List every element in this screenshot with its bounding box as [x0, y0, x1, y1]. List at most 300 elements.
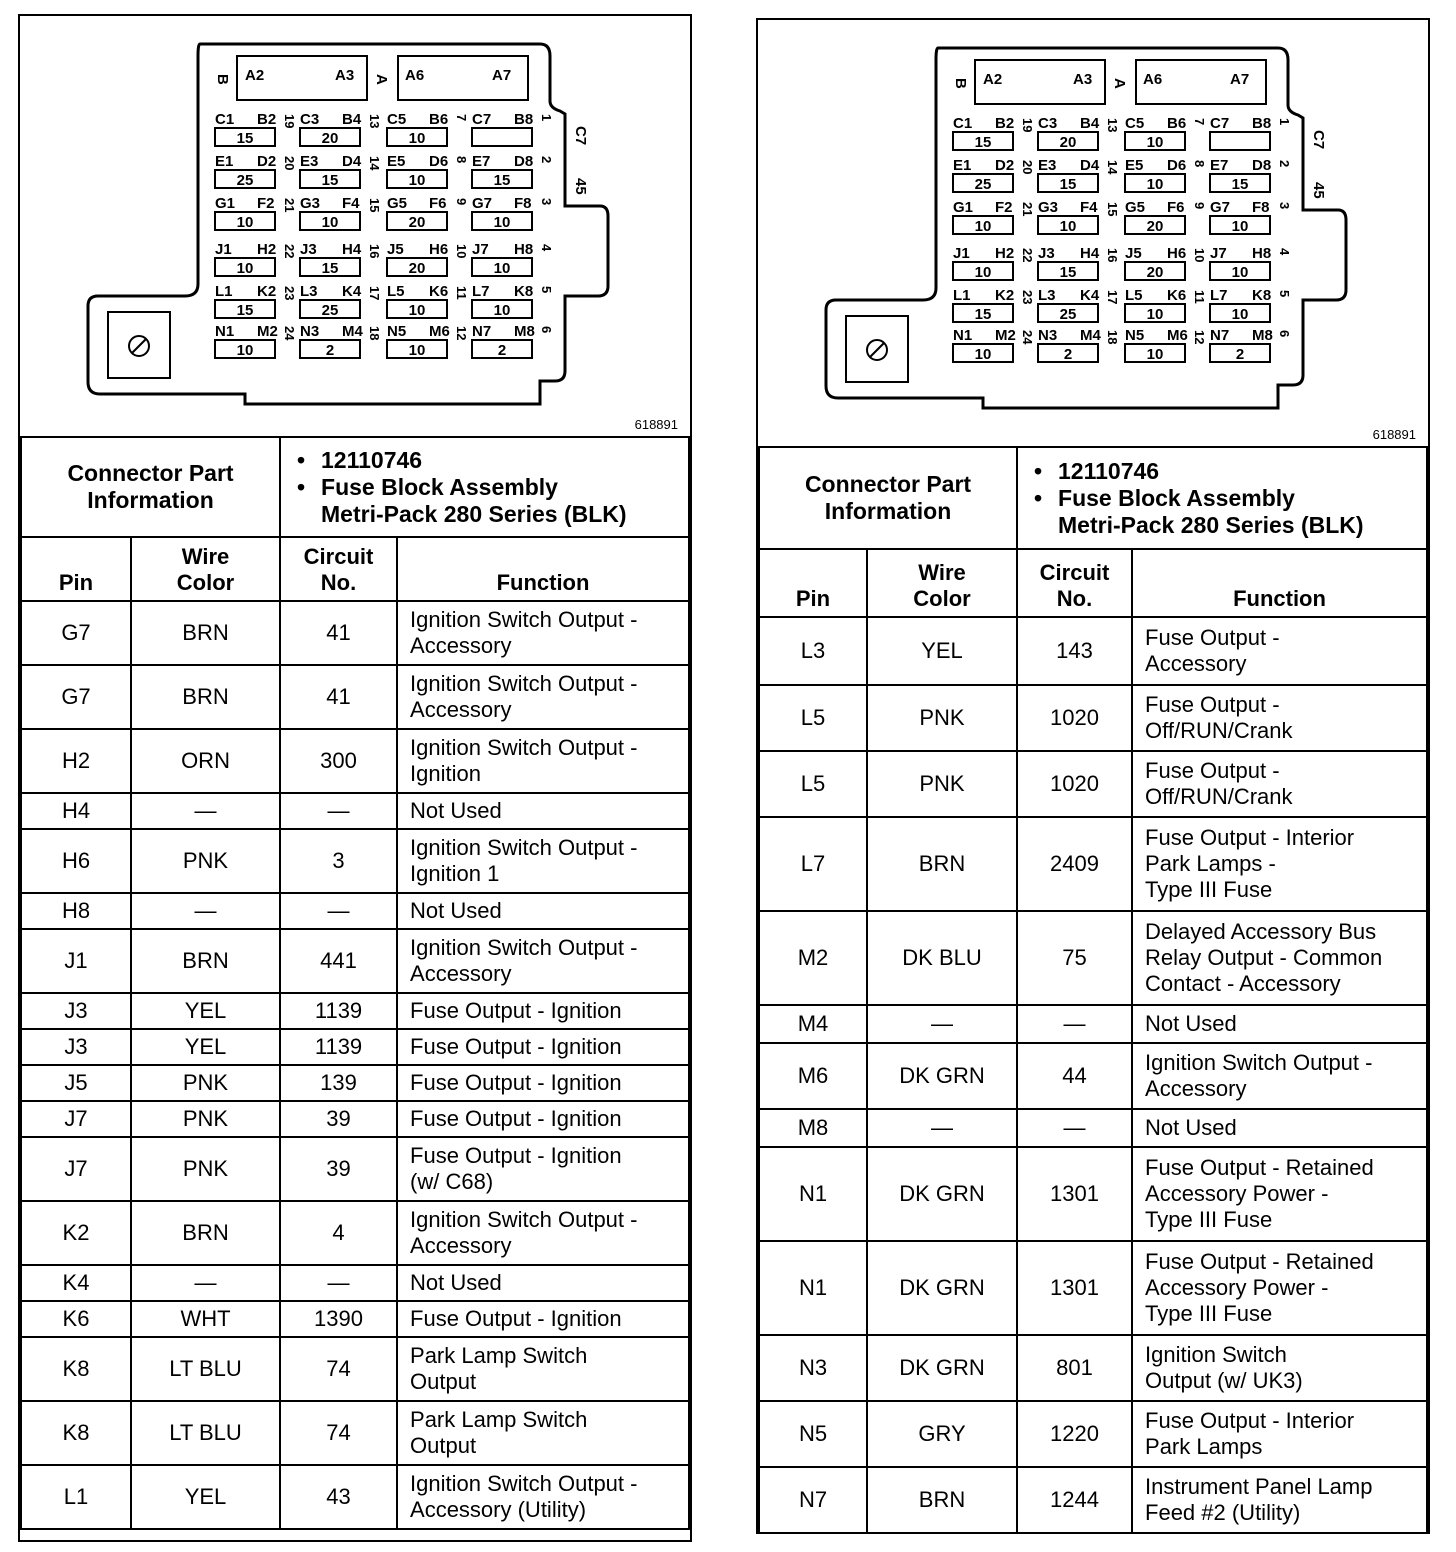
pin-cell: K2	[21, 1201, 131, 1265]
wire-color-cell: PNK	[131, 829, 280, 893]
pin-cell: J5	[21, 1065, 131, 1101]
fuse-amperage: 2	[325, 342, 335, 359]
function-cell	[397, 793, 689, 829]
side-label: A	[1111, 78, 1128, 89]
pin-label: J3	[1038, 245, 1055, 262]
function-cell	[397, 1265, 689, 1301]
table-row	[21, 1201, 689, 1265]
left-panel	[18, 14, 692, 1542]
pin-label: M2	[995, 327, 1016, 344]
connector-label-line: Information	[824, 498, 952, 524]
function-line: Fuse Output -	[1145, 625, 1280, 650]
function-cell	[397, 601, 689, 665]
pin-label: B8	[1252, 115, 1272, 132]
function-line: Accessory	[410, 961, 512, 986]
pin-label: K2	[257, 283, 277, 300]
pin-cell: L5	[759, 751, 867, 817]
function-line: Not Used	[1145, 1115, 1237, 1140]
fuse-block-svg	[20, 16, 690, 436]
mounting-bolt-slot	[870, 343, 884, 357]
pin-label: L3	[300, 283, 318, 300]
wire-color-cell: BRN	[131, 929, 280, 993]
function-cell	[1132, 1147, 1427, 1241]
function-line: Not Used	[410, 798, 502, 823]
mounting-bolt-slot	[132, 339, 146, 353]
table-row	[759, 1335, 1427, 1401]
pin-number-label: 17	[367, 286, 382, 301]
function-line: Delayed Accessory Bus	[1145, 919, 1377, 944]
col-circuit-line: No.	[1056, 586, 1093, 611]
function-cell	[397, 1201, 689, 1265]
pin-cell: K8	[21, 1401, 131, 1465]
function-cell	[397, 1465, 689, 1529]
pin-label: D6	[429, 153, 449, 170]
pin-label: B4	[342, 111, 362, 128]
function-line: Park Lamp Switch	[410, 1343, 588, 1368]
fuse-block-diagram	[20, 16, 690, 438]
pin-number-label: 12	[454, 326, 469, 341]
col-circuit-line: Circuit	[303, 544, 374, 569]
pin-label: D8	[514, 153, 534, 170]
function-line: Contact - Accessory	[1145, 971, 1341, 996]
right-label: 45	[1310, 182, 1327, 199]
connector-a-label: A7	[492, 67, 512, 84]
pin-cell: M6	[759, 1043, 867, 1109]
pin-number-label: 20	[1020, 160, 1035, 175]
fuse-amperage: 10	[1231, 306, 1249, 323]
pin-cell: H6	[21, 829, 131, 893]
function-cell	[397, 893, 689, 929]
table-row	[21, 893, 689, 929]
column-header-row	[21, 537, 689, 601]
function-cell	[397, 1337, 689, 1401]
pin-label: L1	[215, 283, 233, 300]
circuit-cell: —	[280, 893, 397, 929]
function-line: Accessory	[410, 633, 512, 658]
fuse-amperage: 10	[408, 302, 426, 319]
fuse-block-outline	[88, 44, 608, 404]
function-cell	[397, 929, 689, 993]
function-line: Ignition 1	[410, 861, 500, 886]
pin-label: N3	[300, 323, 320, 340]
table-row	[21, 1065, 689, 1101]
function-line: Output	[410, 1369, 477, 1394]
wire-color-cell: DK BLU	[867, 911, 1017, 1005]
pin-label: H2	[995, 245, 1015, 262]
fuse-block-diagram	[758, 20, 1428, 448]
pin-label: L7	[1210, 287, 1228, 304]
pin-number-label: 22	[1020, 248, 1035, 263]
function-cell	[397, 665, 689, 729]
connector-a-label: A3	[1073, 71, 1093, 88]
pin-label: D4	[1080, 157, 1100, 174]
function-cell	[1132, 1467, 1427, 1533]
wire-color-cell: YEL	[131, 1029, 280, 1065]
function-cell	[397, 1065, 689, 1101]
pin-label: K8	[1252, 287, 1272, 304]
pin-number-label: 6	[1277, 330, 1292, 338]
wire-color-cell: DK GRN	[867, 1043, 1017, 1109]
function-line: Ignition Switch Output -	[410, 835, 638, 860]
circuit-cell: 1220	[1017, 1401, 1132, 1467]
table-row	[21, 1337, 689, 1401]
fuse-amperage: 20	[408, 214, 426, 231]
wire-color-cell: YEL	[867, 617, 1017, 685]
wire-color-cell: —	[131, 893, 280, 929]
circuit-cell: —	[1017, 1005, 1132, 1043]
pin-label: J7	[1210, 245, 1227, 262]
left-table-body	[21, 437, 689, 1529]
pin-cell: G7	[21, 601, 131, 665]
function-line: (w/ C68)	[410, 1169, 494, 1194]
function-line: Not Used	[410, 1270, 502, 1295]
pin-cell: N7	[759, 1467, 867, 1533]
wire-color-cell: ORN	[131, 729, 280, 793]
connector-a-label: A3	[335, 67, 355, 84]
connector-info-row	[21, 437, 689, 537]
pin-number-label: 15	[367, 198, 382, 213]
fuse-amperage: 20	[321, 130, 339, 147]
pin-label: E3	[300, 153, 319, 170]
pin-cell: G7	[21, 665, 131, 729]
connector-label-line: Connector Part	[804, 471, 972, 497]
function-line: Fuse Output - Ignition	[410, 998, 622, 1023]
figure-ref: 618891	[1372, 427, 1416, 442]
function-cell	[1132, 751, 1427, 817]
fuse-amperage: 10	[1146, 346, 1164, 363]
pin-number-label: 2	[539, 156, 554, 164]
pin-label: G1	[215, 195, 236, 212]
pin-label: N3	[1038, 327, 1058, 344]
function-line: Fuse Output -	[1145, 692, 1280, 717]
circuit-cell: 74	[280, 1401, 397, 1465]
circuit-cell: 1390	[280, 1301, 397, 1337]
function-line: Fuse Output - Interior	[1145, 1408, 1355, 1433]
pin-label: K6	[1167, 287, 1187, 304]
function-line: Ignition Switch Output -	[410, 607, 638, 632]
pin-number-label: 9	[454, 198, 469, 206]
fuse-amperage: 10	[236, 342, 254, 359]
wire-color-cell: GRY	[867, 1401, 1017, 1467]
pin-label: H8	[514, 241, 534, 258]
pin-label: J5	[387, 241, 404, 258]
pin-number-label: 18	[1105, 330, 1120, 345]
fuse-amperage: 10	[493, 302, 511, 319]
pin-label: E1	[953, 157, 972, 174]
pin-number-label: 16	[1105, 248, 1120, 263]
side-label: B	[952, 78, 969, 89]
function-line: Not Used	[1145, 1011, 1237, 1036]
table-row	[21, 1137, 689, 1201]
function-line: Ignition Switch Output -	[410, 735, 638, 760]
function-line: Accessory Power -	[1145, 1181, 1329, 1206]
pin-label: M4	[342, 323, 363, 340]
circuit-cell: 1139	[280, 1029, 397, 1065]
function-cell	[1132, 1109, 1427, 1147]
pin-label: N1	[215, 323, 235, 340]
pin-label: E5	[1125, 157, 1144, 174]
fuse-amperage: 10	[974, 218, 992, 235]
circuit-cell: 801	[1017, 1335, 1132, 1401]
pin-number-label: 21	[282, 198, 297, 213]
pin-number-label: 13	[1105, 118, 1120, 133]
pin-label: F2	[257, 195, 275, 212]
pin-label: J1	[953, 245, 970, 262]
table-row	[21, 793, 689, 829]
function-cell	[397, 1029, 689, 1065]
wire-color-cell: PNK	[131, 1065, 280, 1101]
function-line: Not Used	[410, 898, 502, 923]
fuse-amperage: 15	[321, 260, 339, 277]
pin-label: H6	[429, 241, 449, 258]
fuse-amperage: 25	[321, 302, 339, 319]
fuse-amperage: 25	[974, 176, 992, 193]
pin-label: C5	[1125, 115, 1145, 132]
fuse-amperage: 15	[1059, 264, 1077, 281]
left-connector-table	[20, 436, 690, 1530]
function-line: Type III Fuse	[1145, 1207, 1273, 1232]
pin-number-label: 21	[1020, 202, 1035, 217]
pin-number-label: 5	[1277, 290, 1292, 298]
fuse-amperage: 10	[1146, 306, 1164, 323]
assembly-name	[1058, 485, 1426, 539]
pin-label: E1	[215, 153, 234, 170]
function-cell	[1132, 1043, 1427, 1109]
fuse-amperage: 20	[1059, 134, 1077, 151]
fuse-amperage: 15	[1231, 176, 1249, 193]
fuse-slot	[472, 128, 532, 146]
pin-label: M4	[1080, 327, 1101, 344]
table-row	[759, 685, 1427, 751]
circuit-cell: —	[1017, 1109, 1132, 1147]
function-line: Accessory	[410, 1233, 512, 1258]
pin-cell: J7	[21, 1101, 131, 1137]
fuse-amperage: 10	[408, 342, 426, 359]
pin-cell: N1	[759, 1241, 867, 1335]
pin-label: D2	[995, 157, 1015, 174]
function-line: Park Lamps -	[1145, 851, 1276, 876]
function-cell	[1132, 1401, 1427, 1467]
function-line: Ignition Switch Output -	[410, 671, 638, 696]
wire-color-cell: BRN	[131, 601, 280, 665]
pin-label: N5	[1125, 327, 1145, 344]
function-cell	[397, 1137, 689, 1201]
wire-color-cell: PNK	[131, 1101, 280, 1137]
pin-number-label: 24	[282, 326, 297, 341]
fuse-amperage: 2	[1063, 346, 1073, 363]
circuit-cell: 74	[280, 1337, 397, 1401]
pin-cell: L3	[759, 617, 867, 685]
wire-color-cell: —	[867, 1109, 1017, 1147]
pin-number-label: 17	[1105, 290, 1120, 305]
table-row	[759, 1241, 1427, 1335]
pin-number-label: 13	[367, 114, 382, 129]
pin-label: G3	[300, 195, 321, 212]
function-cell	[1132, 617, 1427, 685]
fuse-amperage: 2	[1235, 346, 1245, 363]
function-line: Relay Output - Common	[1145, 945, 1383, 970]
pin-label: N7	[1210, 327, 1230, 344]
connector-label-line: Connector Part	[67, 460, 234, 486]
pin-label: F2	[995, 199, 1013, 216]
connector-a-label: A6	[1143, 71, 1163, 88]
pin-label: C1	[953, 115, 973, 132]
function-line: Type III Fuse	[1145, 1301, 1273, 1326]
wire-color-cell: —	[131, 1265, 280, 1301]
wire-color-cell: YEL	[131, 1465, 280, 1529]
pin-label: H4	[1080, 245, 1100, 262]
circuit-cell: 39	[280, 1137, 397, 1201]
circuit-cell: 2409	[1017, 817, 1132, 911]
assembly-line: • Fuse Block Assembly	[1058, 484, 1295, 511]
pin-cell: N5	[759, 1401, 867, 1467]
pin-number-label: 19	[1020, 118, 1035, 133]
pin-number-label: 15	[1105, 202, 1120, 217]
pin-number-label: 8	[1192, 160, 1207, 168]
fuse-amperage: 25	[1059, 306, 1077, 323]
side-label: A	[373, 74, 390, 85]
connector-part-info	[1017, 447, 1427, 549]
pin-number-label: 5	[539, 286, 554, 294]
pin-label: J1	[215, 241, 232, 258]
assembly-line: Metri-Pack 280 Series (BLK)	[1058, 511, 1364, 538]
pin-number-label: 23	[282, 286, 297, 301]
function-cell	[397, 1101, 689, 1137]
function-line: Feed #2 (Utility)	[1145, 1500, 1301, 1525]
connector-a-label: A6	[405, 67, 425, 84]
table-row	[21, 729, 689, 793]
table-row	[759, 1005, 1427, 1043]
col-wire-line: Wire	[181, 544, 230, 569]
connector-part-label	[21, 437, 280, 537]
function-cell	[1132, 817, 1427, 911]
fuse-amperage: 10	[1231, 264, 1249, 281]
pin-label: K2	[995, 287, 1015, 304]
function-line: Output	[410, 1433, 477, 1458]
pin-label: M8	[514, 323, 535, 340]
pin-number-label: 11	[454, 286, 469, 300]
table-row	[21, 1401, 689, 1465]
function-line: Fuse Output - Ignition	[410, 1070, 622, 1095]
function-line: Fuse Output - Retained	[1145, 1249, 1374, 1274]
circuit-cell: 41	[280, 665, 397, 729]
circuit-cell: 441	[280, 929, 397, 993]
pin-cell: H2	[21, 729, 131, 793]
function-cell	[397, 1301, 689, 1337]
wire-color-cell: DK GRN	[867, 1241, 1017, 1335]
pin-label: H8	[1252, 245, 1272, 262]
wire-color-cell: PNK	[131, 1137, 280, 1201]
pin-label: D4	[342, 153, 362, 170]
function-cell	[397, 729, 689, 793]
fuse-amperage: 10	[1059, 218, 1077, 235]
pin-cell: H4	[21, 793, 131, 829]
circuit-cell: 75	[1017, 911, 1132, 1005]
wire-color-cell: —	[131, 793, 280, 829]
figure-ref: 618891	[634, 417, 678, 432]
wire-color-cell: DK GRN	[867, 1335, 1017, 1401]
table-row	[21, 1029, 689, 1065]
wire-color-cell: LT BLU	[131, 1337, 280, 1401]
circuit-cell: 43	[280, 1465, 397, 1529]
function-line: Fuse Output - Ignition	[410, 1106, 622, 1131]
wire-color-cell: WHT	[131, 1301, 280, 1337]
table-row	[759, 617, 1427, 685]
pin-label: E3	[1038, 157, 1057, 174]
col-circuit-no	[1017, 549, 1132, 617]
pin-label: K8	[514, 283, 534, 300]
pin-label: M6	[1167, 327, 1188, 344]
circuit-cell: 1301	[1017, 1241, 1132, 1335]
function-cell	[397, 993, 689, 1029]
wire-color-cell: DK GRN	[867, 1147, 1017, 1241]
function-line: Fuse Output - Ignition	[410, 1306, 622, 1331]
table-row	[759, 911, 1427, 1005]
pin-cell: L1	[21, 1465, 131, 1529]
pin-label: F4	[342, 195, 360, 212]
function-line: Type III Fuse	[1145, 877, 1273, 902]
right-label: C7	[572, 126, 589, 146]
fuse-amperage: 10	[493, 260, 511, 277]
connector-info-row	[759, 447, 1427, 549]
table-row	[21, 829, 689, 893]
pin-cell: K4	[21, 1265, 131, 1301]
function-line: Output (w/ UK3)	[1145, 1368, 1303, 1393]
pin-label: K6	[429, 283, 449, 300]
pin-number-label: 1	[539, 114, 554, 122]
wire-color-cell: YEL	[131, 993, 280, 1029]
pin-label: K4	[342, 283, 362, 300]
circuit-cell: 1020	[1017, 751, 1132, 817]
wire-color-cell: BRN	[131, 1201, 280, 1265]
function-line: Ignition Switch Output -	[410, 935, 638, 960]
pin-number-label: 23	[1020, 290, 1035, 305]
wire-color-cell: PNK	[867, 751, 1017, 817]
pin-label: E5	[387, 153, 406, 170]
circuit-cell: 1301	[1017, 1147, 1132, 1241]
function-cell	[397, 829, 689, 893]
circuit-cell: 143	[1017, 617, 1132, 685]
table-row	[759, 751, 1427, 817]
wire-color-cell: BRN	[867, 817, 1017, 911]
pin-cell: J7	[21, 1137, 131, 1201]
function-line: Accessory (Utility)	[410, 1497, 587, 1522]
circuit-cell: 139	[280, 1065, 397, 1101]
table-row	[21, 1301, 689, 1337]
pin-number-label: 4	[539, 244, 554, 252]
circuit-cell: —	[280, 793, 397, 829]
pin-label: K4	[1080, 287, 1100, 304]
pin-number-label: 14	[1105, 160, 1120, 175]
wire-color-cell: PNK	[867, 685, 1017, 751]
connector-part-info	[280, 437, 689, 537]
right-connector-table	[758, 446, 1428, 1534]
fuse-amperage: 20	[1146, 218, 1164, 235]
table-row	[21, 1265, 689, 1301]
pin-label: G7	[472, 195, 493, 212]
pin-label: N5	[387, 323, 407, 340]
pin-label: F8	[1252, 199, 1270, 216]
pin-label: F8	[514, 195, 532, 212]
fuse-amperage: 15	[1059, 176, 1077, 193]
fuse-amperage: 20	[1146, 264, 1164, 281]
pin-label: D2	[257, 153, 277, 170]
function-cell	[1132, 1005, 1427, 1043]
fuse-amperage: 10	[974, 264, 992, 281]
pin-label: J3	[300, 241, 317, 258]
pin-cell: M8	[759, 1109, 867, 1147]
fuse-amperage: 15	[321, 172, 339, 189]
